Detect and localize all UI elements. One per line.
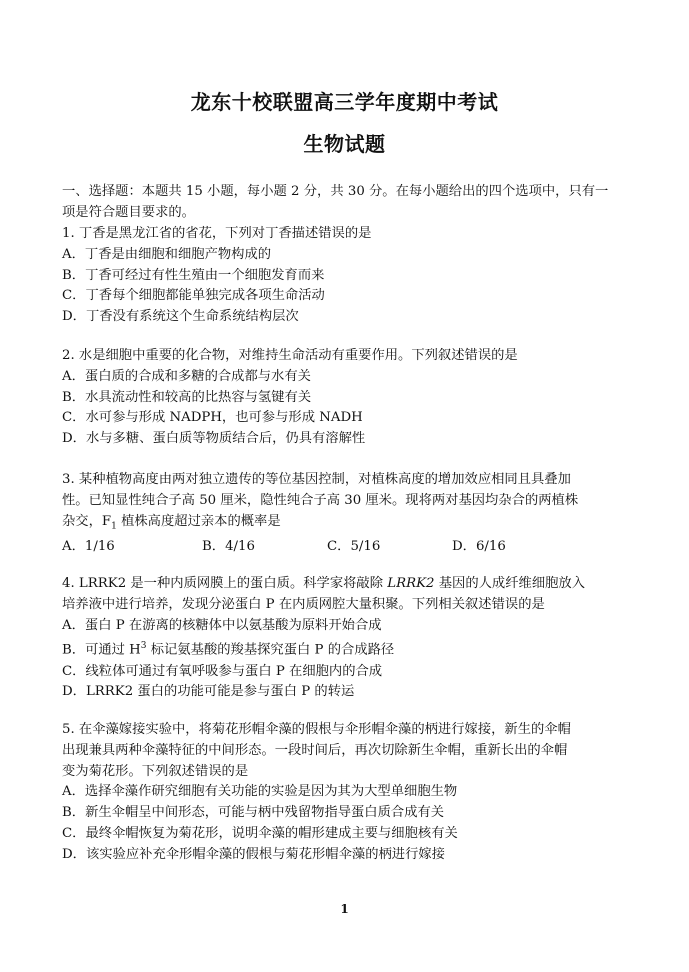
option-c: C．线粒体可通过有氧呼吸参与蛋白 P 在细胞内的合成 — [62, 663, 383, 679]
stem-text: 4. LRRK2 是一种内质网膜上的蛋白质。科学家将敲除 — [62, 576, 388, 591]
gene-name: LRRK2 — [387, 576, 435, 591]
option-b: B．4/16 — [202, 539, 255, 555]
options-row — [62, 537, 652, 558]
question-4 — [62, 574, 652, 703]
page-subtitle: 生物试题 — [303, 132, 386, 156]
subscript: 1 — [111, 521, 117, 532]
question-stem: 1. 丁香是黑龙江省的省花，下列对丁香描述错误的是 — [62, 226, 372, 241]
option-b: B．新生伞帽呈中间形态，可能与柄中残留物指导蛋白质合成有关 — [62, 805, 445, 821]
question-stem-line: 3. 某种植物高度由两对独立遗传的等位基因控制，对植株高度的增加效应相同且具叠加 — [62, 472, 571, 487]
question-stem: 2. 水是细胞中重要的化合物，对维持生命活动有重要作用。下列叙述错误的是 — [62, 348, 518, 363]
option-a: A．选择伞藻作研究细胞有关功能的实验是因为其为大型单细胞生物 — [62, 784, 458, 800]
option-d: D．丁香没有系统这个生命系统结构层次 — [62, 309, 299, 325]
section-instructions — [62, 182, 647, 224]
option-c: C．5/16 — [327, 539, 381, 555]
option-c: C．水可参与形成 NADPH，也可参与形成 NADH — [62, 410, 363, 426]
stem-text: 基因的人成纤维细胞放入 — [434, 576, 586, 591]
option-a: A．蛋白质的合成和多糖的合成都与水有关 — [62, 368, 311, 384]
section-instructions-line: 项是符合题目要求的。 — [62, 204, 195, 220]
option-c: C．最终伞帽恢复为菊花形，说明伞藻的帽形建成主要与细胞核有关 — [62, 825, 458, 841]
option-d: D．6/16 — [452, 539, 506, 555]
option-text: B．可通过 H — [62, 642, 141, 658]
question-3 — [62, 470, 652, 558]
option-a: A．1/16 — [62, 539, 115, 555]
option-b — [62, 636, 652, 661]
question-stem-line: 变为菊花形。下列叙述错误的是 — [62, 763, 249, 779]
option-b: B．丁香可经过有性生殖由一个细胞发育而来 — [62, 267, 325, 283]
question-1 — [62, 224, 652, 328]
option-c: C．丁香每个细胞都能单独完成各项生命活动 — [62, 288, 325, 304]
question-stem-line: 培养液中进行培养，发现分泌蛋白 P 在内质网腔大量积聚。下列相关叙述错误的是 — [62, 596, 545, 612]
stem-text: 杂交，F — [62, 513, 112, 529]
question-stem-line — [62, 574, 652, 595]
page-title: 龙东十校联盟高三学年度期中考试 — [190, 90, 499, 114]
option-a: A．蛋白 P 在游离的核糖体中以氨基酸为原料开始合成 — [62, 617, 382, 633]
question-stem-line — [62, 512, 652, 537]
option-b: B．水具流动性和较高的比热容与氢键有关 — [62, 389, 312, 405]
section-instructions-line: 一、选择题：本题共 15 小题，每小题 2 分，共 30 分。在每小题给出的四个选项中，只有一 — [62, 184, 609, 199]
question-stem-line: 性。已知显性纯合子高 50 厘米，隐性纯合子高 30 厘米。现将两对基因均杂合的两植株 — [62, 492, 579, 508]
question-2 — [62, 346, 652, 450]
superscript: 3 — [140, 641, 147, 652]
question-stem-line: 出现兼具两种伞藻特征的中间形态。一段时间后，再次切除新生伞帽，重新长出的伞帽 — [62, 742, 568, 758]
question-5 — [62, 720, 652, 866]
option-d: D．该实验应补充伞形帽伞藻的假根与菊花形帽伞藻的柄进行嫁接 — [62, 846, 445, 862]
stem-text: 植株高度超过亲本的概率是 — [116, 513, 281, 529]
question-stem-line: 5. 在伞藻嫁接实验中，将菊花形帽伞藻的假根与伞形帽伞藻的柄进行嫁接，新生的伞帽 — [62, 722, 571, 737]
option-text: 标记氨基酸的羧基探究蛋白 P 的合成路径 — [146, 642, 395, 658]
option-d: D．LRRK2 蛋白的功能可能是参与蛋白 P 的转运 — [62, 684, 355, 700]
page-number: 1 — [340, 902, 349, 916]
option-a: A．丁香是由细胞和细胞产物构成的 — [62, 246, 272, 262]
option-d: D．水与多糖、蛋白质等物质结合后，仍具有溶解性 — [62, 431, 366, 447]
